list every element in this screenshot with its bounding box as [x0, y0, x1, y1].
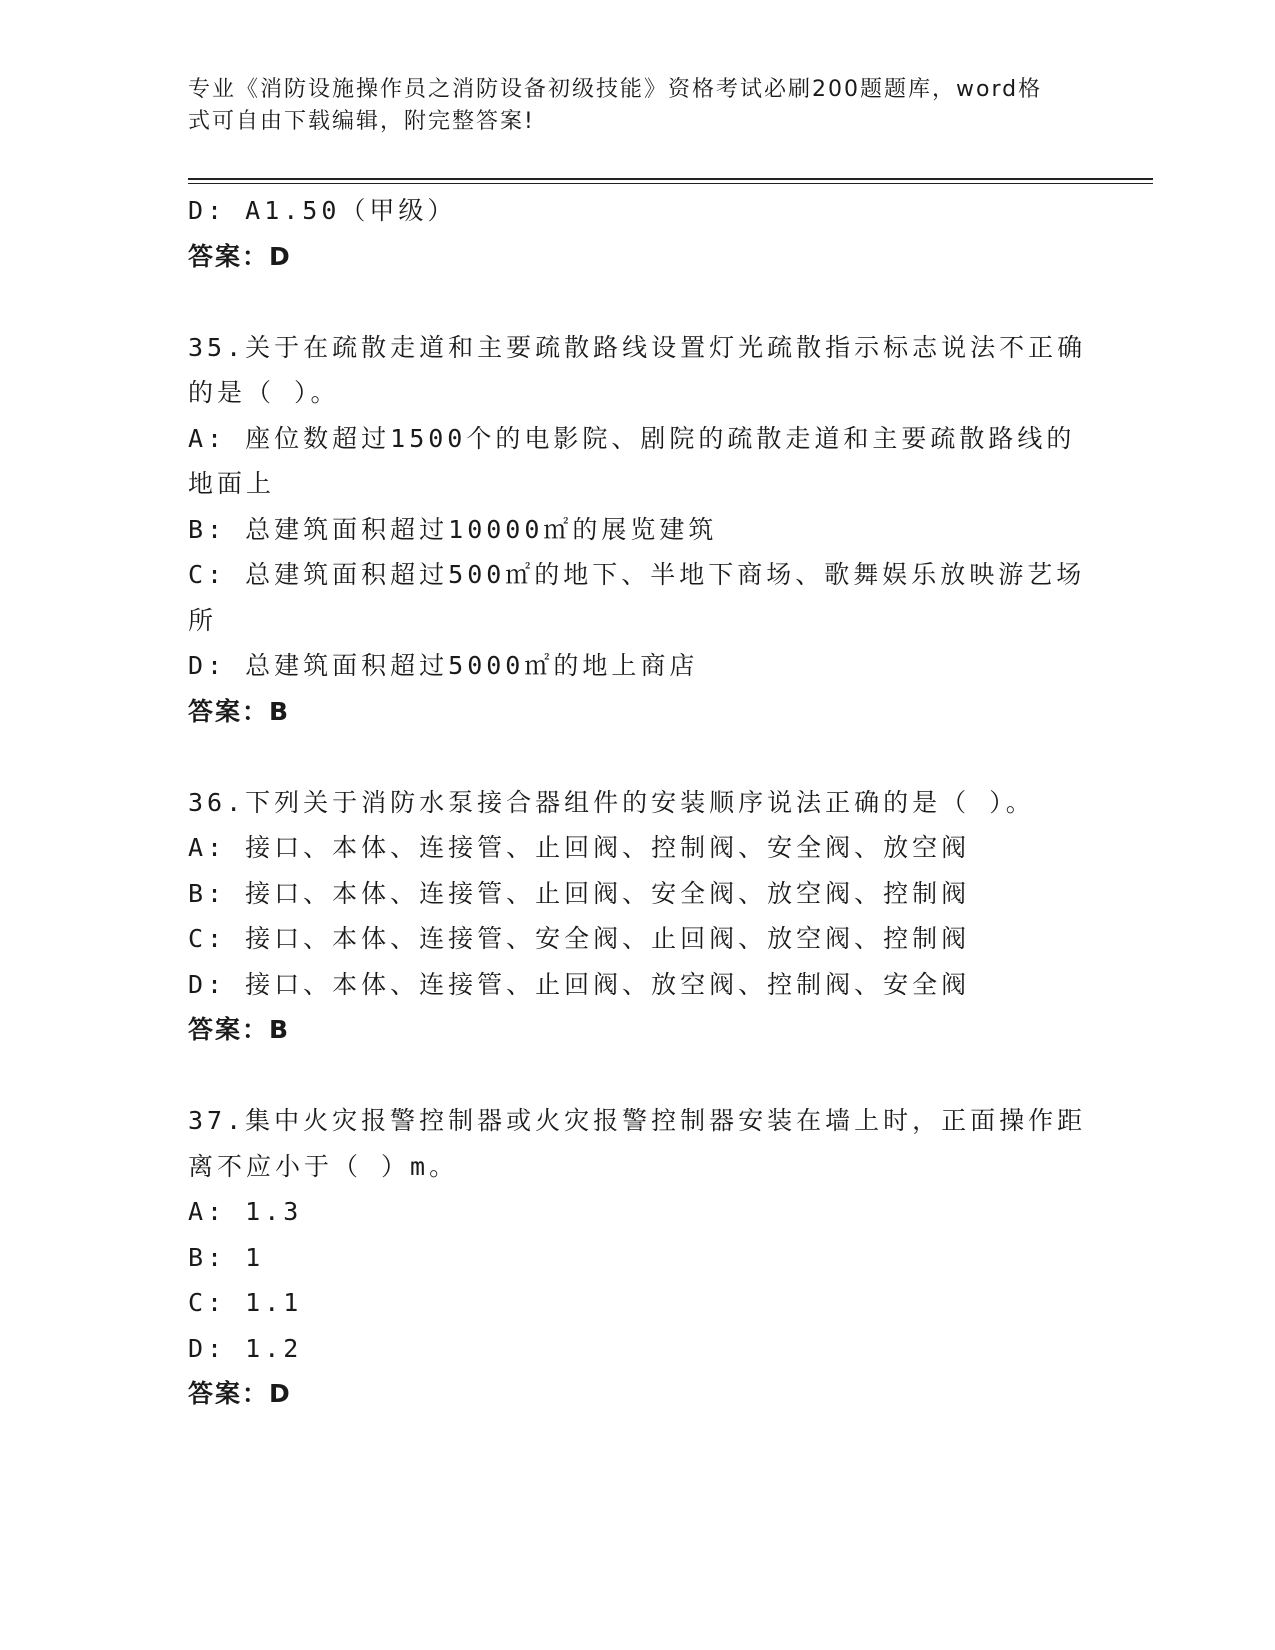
- header-divider: [188, 178, 1153, 180]
- answer-label: 答案：B: [188, 696, 291, 726]
- option-a: A: 1.3: [188, 1197, 303, 1226]
- option-d: D: 1.2: [188, 1333, 303, 1363]
- option-a: A: 座位数超过1500个的电影院、剧院的疏散走道和主要疏散路线的: [188, 423, 1076, 453]
- spacer: [188, 1053, 1088, 1099]
- option-b: B: 总建筑面积超过10000㎡的展览建筑: [188, 514, 718, 544]
- option-a: A: 接口、本体、连接管、止回阀、控制阀、安全阀、放空阀: [188, 833, 971, 862]
- header-line: 专业《消防设施操作员之消防设备初级技能》资格考试必刷200题题库，word格: [188, 77, 1043, 102]
- option-c: 所: [188, 605, 218, 635]
- question-stem: 离不应小于（ ）m。: [188, 1151, 459, 1181]
- option-d: D: 总建筑面积超过5000㎡的地上商店: [188, 651, 699, 680]
- option-a: 地面上: [188, 469, 276, 498]
- option-b: B: 接口、本体、连接管、止回阀、安全阀、放空阀、控制阀: [188, 878, 971, 908]
- spacer: [188, 279, 1088, 325]
- answer-label: 答案：D: [188, 1379, 292, 1408]
- option-d: D: A1.50（甲级）: [188, 196, 457, 225]
- question-list: [188, 188, 1088, 1417]
- question-36: [188, 780, 1088, 1053]
- previous-question-tail: [188, 188, 1088, 279]
- question-35: [188, 325, 1088, 735]
- answer-label: 答案：D: [188, 241, 292, 271]
- answer-label: 答案：B: [188, 1015, 291, 1044]
- spacer: [188, 734, 1088, 780]
- question-stem: 37.集中火灾报警控制器或火灾报警控制器安装在墙上时，正面操作距: [188, 1106, 1087, 1135]
- option-c: C: 总建筑面积超过500㎡的地下、半地下商场、歌舞娱乐放映游艺场: [188, 560, 1086, 589]
- header-divider: [188, 183, 1153, 184]
- page-header: [188, 74, 1088, 138]
- header-line: 式可自由下载编辑，附完整答案!: [188, 109, 535, 134]
- option-c: C: 接口、本体、连接管、安全阀、止回阀、放空阀、控制阀: [188, 924, 971, 953]
- question-stem: 的是（ ）。: [188, 378, 340, 407]
- option-c: C: 1.1: [188, 1288, 303, 1317]
- question-37: [188, 1098, 1088, 1417]
- question-stem: 36.下列关于消防水泵接合器组件的安装顺序说法正确的是（ ）。: [188, 787, 1035, 817]
- question-stem: 35.关于在疏散走道和主要疏散路线设置灯光疏散指示标志说法不正确: [188, 332, 1087, 362]
- option-d: D: 接口、本体、连接管、止回阀、放空阀、控制阀、安全阀: [188, 969, 971, 999]
- option-b: B: 1: [188, 1242, 265, 1272]
